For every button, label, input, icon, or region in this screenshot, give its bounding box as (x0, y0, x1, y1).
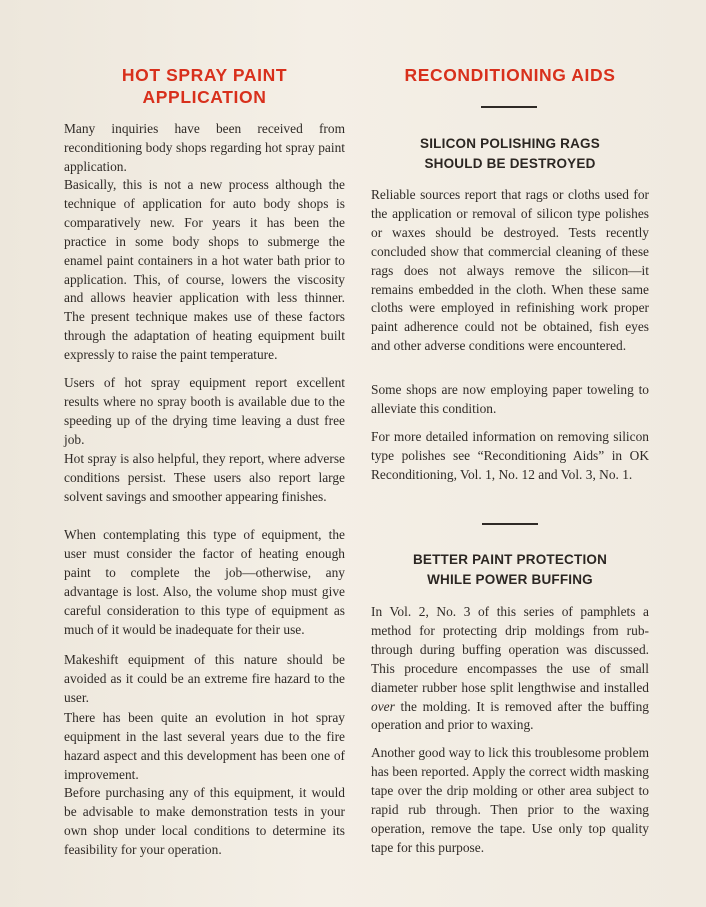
section-heading (371, 550, 649, 590)
right-paragraph: For more detailed information on removing silicon type polishes see “Reconditioning Aids” in OK Reconditioning, Vol. 1, No. 12 and Vol. 3, No. 1. (371, 429, 649, 482)
left-paragraph: Users of hot spray equipment report excellent results where no spray booth is available due to the speeding up of the drying time leaving a dust free job. (64, 375, 345, 447)
left-paragraph: Hot spray is also helpful, they report, where adverse conditions persist. These users also report large solvent savings and smoother appearing finishes. (64, 451, 345, 504)
right-paragraph: Some shops are now employing paper toweling to alleviate this condition. (371, 382, 649, 416)
left-paragraph: When contemplating this type of equipment, the user must consider the factor of heating enough paint to complete the job—otherwise, any advantage is lost. Also, the volume shop must give careful consideration to this type of equipment as much of it would be inadequate for their use. (64, 527, 345, 637)
left-paragraph: Before purchasing any of this equipment, it would be advisable to make demonstration tests in your own shop under local conditions to determine its feasibility for your operation. (64, 785, 345, 857)
left-paragraph: Many inquiries have been received from reconditioning body shops regarding hot spray paint application. (64, 121, 345, 174)
right-title: RECONDITIONING AIDS (404, 65, 616, 85)
section1-heading-line2: SHOULD BE DESTROYED (424, 156, 596, 171)
left-title-line2: APPLICATION (142, 87, 267, 107)
emphasis-word: over (371, 698, 395, 714)
left-paragraph: Makeshift equipment of this nature should be avoided as it could be an extreme fire hazard to the user. (64, 652, 345, 705)
left-paragraph: Basically, this is not a new process although the technique of application for auto body shops is comparatively new. For years it has been the practice in some body shops to submerge the enamel paint containers in a hot water bath prior to application. This, of course, lowers the viscosity and allows heavier application with less thinner. The present technique makes use of these factors through the adaptation of heating equipment built expressly to raise the paint temperature. (64, 177, 345, 363)
section1-heading-line1: SILICON POLISHING RAGS (420, 136, 600, 151)
section2-heading-line2: WHILE POWER BUFFING (427, 572, 593, 587)
left-title (64, 64, 345, 108)
section-heading (371, 134, 649, 174)
text-run: the molding. It is removed after the buffing operation and prior to waxing. (371, 698, 649, 733)
left-title-line1: HOT SPRAY PAINT (121, 65, 288, 85)
right-paragraph (371, 603, 649, 735)
right-paragraph: Another good way to lick this troublesome problem has been reported. Apply the correct width masking tape over the drip molding or other area subject to rapid rub through. Then prior to the waxing operation, remove the tape. Use only top quality tape for this purpose. (371, 745, 649, 855)
right-paragraph: Reliable sources report that rags or cloths used for the application or removal of silicon type polishes or waxes should be destroyed. Tests recently concluded show that commercial cleaning of these rags does not always remove the silicon—it remains embedded in the cloth. When these same cloths were employed in refinishing work proper paint adherence could not be obtained, fish eyes and other adverse conditions were encountered. (371, 187, 649, 354)
left-paragraph: There has been quite an evolution in hot spray equipment in the last several years due to the fire hazard aspect and this development has been one of improvement. (64, 710, 345, 782)
text-run: In Vol. 2, No. 3 of this series of pamphlets a method for protecting drip moldings from rub-through during buffing operation was discussed. This procedure encompasses the use of small diameter rubber hose split lengthwise and installed (371, 604, 649, 695)
divider-rule (481, 106, 537, 108)
section2-heading-line1: BETTER PAINT PROTECTION (412, 552, 608, 567)
divider-rule (482, 523, 538, 525)
